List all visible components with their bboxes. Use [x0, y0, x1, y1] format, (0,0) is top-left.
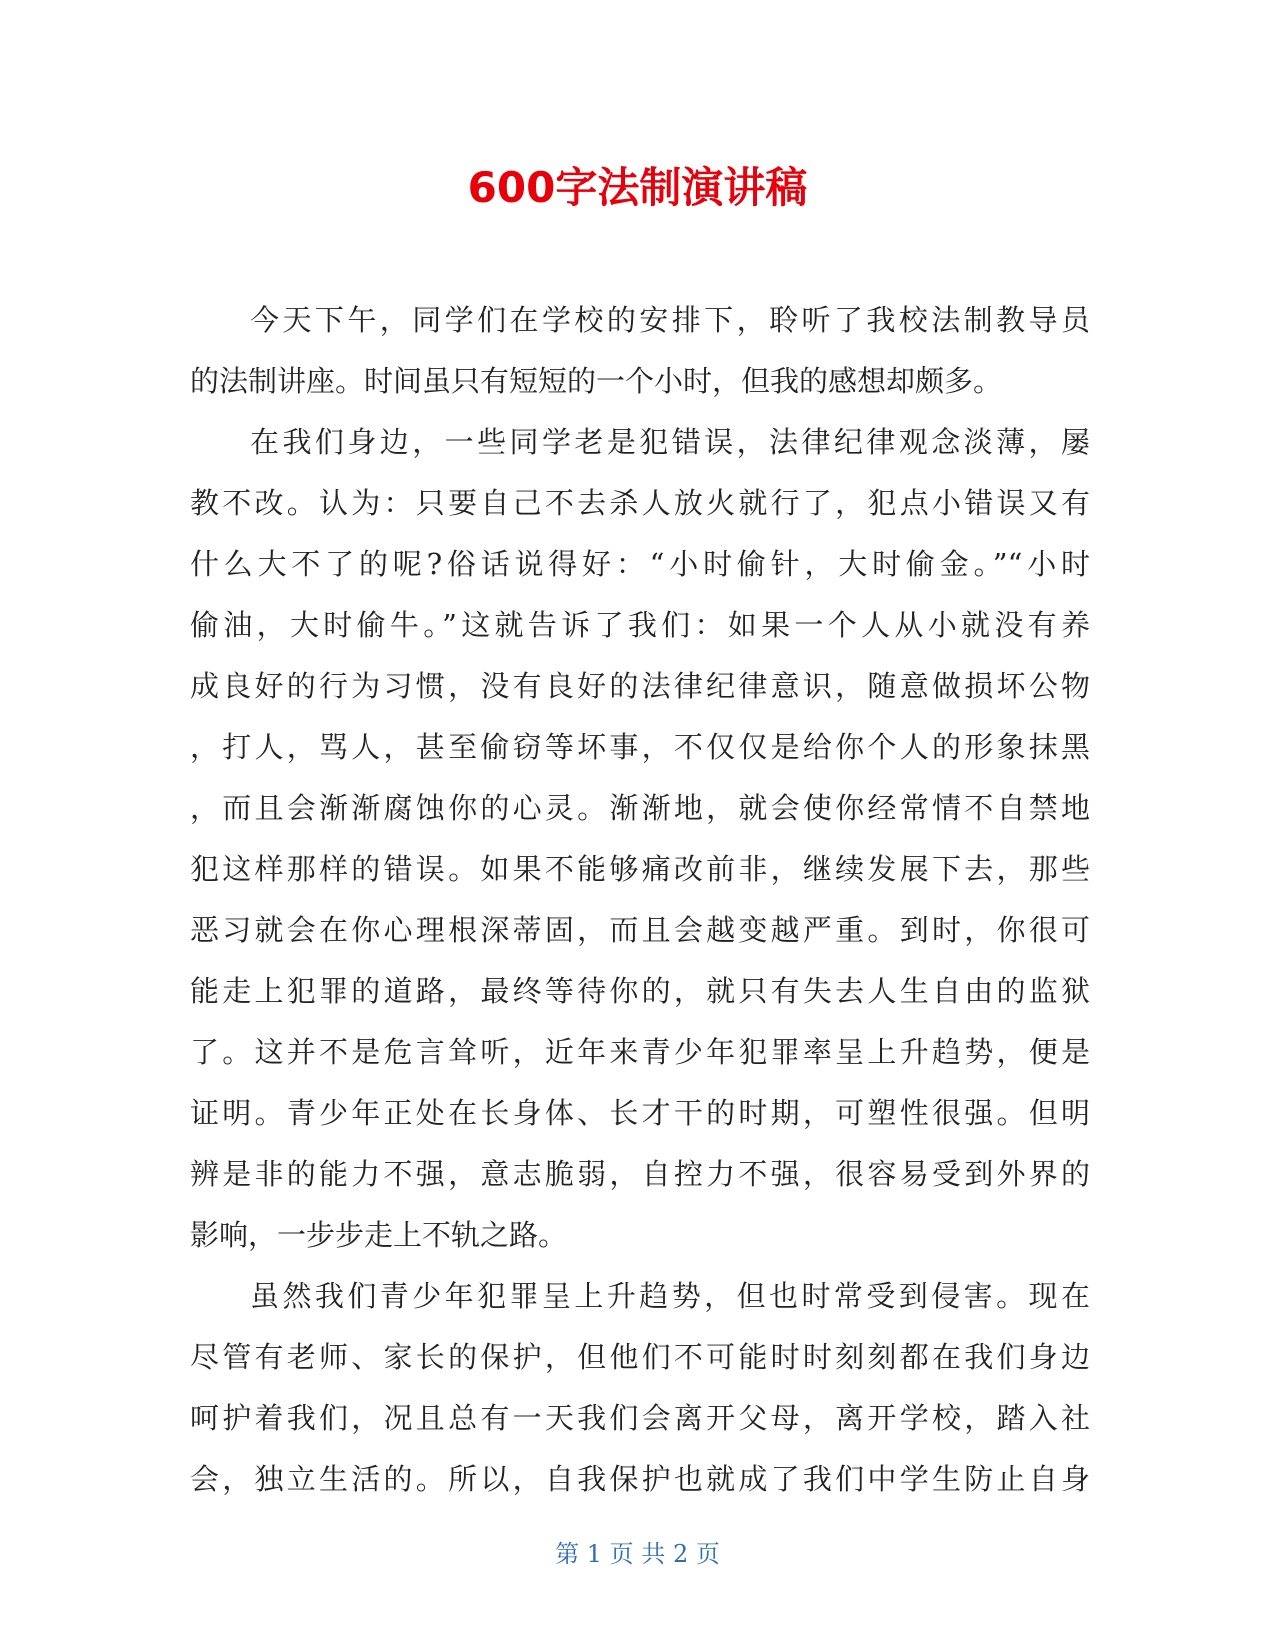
- text-line: 成良好的行为习惯，没有良好的法律纪律意识，随意做损坏公物: [190, 669, 1090, 703]
- text-line: 今天下午，同学们在学校的安排下，聆听了我校法制教导员: [250, 303, 1090, 337]
- document-title: 600字法制演讲稿: [467, 163, 808, 212]
- text-line: 什么大不了的呢?俗话说得好：“小时偷针，大时偷金。”“小时: [190, 547, 1090, 581]
- text-line: 证明。青少年正处在长身体、长才干的时期，可塑性很强。但明: [190, 1096, 1090, 1130]
- page-number-footer: 第 1 页 共 2 页: [555, 1540, 720, 1568]
- text-line: 了。这并不是危言耸听，近年来青少年犯罪率呈上升趋势，便是: [190, 1035, 1090, 1069]
- text-line: 在我们身边，一些同学老是犯错误，法律纪律观念淡薄，屡: [250, 425, 1090, 459]
- text-line: 影响，一步步走上不轨之路。: [190, 1218, 568, 1252]
- text-line: ，打人，骂人，甚至偷窃等坏事，不仅仅是给你个人的形象抹黑: [190, 730, 1090, 764]
- text-line: 恶习就会在你心理根深蒂固，而且会越变越严重。到时，你很可: [190, 913, 1090, 947]
- text-line: 虽然我们青少年犯罪呈上升趋势，但也时常受到侵害。现在: [250, 1279, 1090, 1313]
- text-line: 偷油，大时偷牛。”这就告诉了我们：如果一个人从小就没有养: [190, 608, 1090, 642]
- text-line: 辨是非的能力不强，意志脆弱，自控力不强，很容易受到外界的: [190, 1157, 1090, 1191]
- text-line: 呵护着我们，况且总有一天我们会离开父母，离开学校，踏入社: [190, 1401, 1090, 1435]
- text-line: 会，独立生活的。所以，自我保护也就成了我们中学生防止自身: [190, 1462, 1090, 1496]
- text-line: 教不改。认为：只要自己不去杀人放火就行了，犯点小错误又有: [190, 486, 1090, 520]
- text-line: ，而且会渐渐腐蚀你的心灵。渐渐地，就会使你经常情不自禁地: [190, 791, 1090, 825]
- text-line: 能走上犯罪的道路，最终等待你的，就只有失去人生自由的监狱: [190, 974, 1090, 1008]
- text-line: 犯这样那样的错误。如果不能够痛改前非，继续发展下去，那些: [190, 852, 1090, 886]
- text-line: 尽管有老师、家长的保护，但他们不可能时时刻刻都在我们身边: [190, 1340, 1090, 1374]
- document-body: [190, 290, 1090, 1510]
- text-line: 的法制讲座。时间虽只有短短的一个小时，但我的感想却颇多。: [190, 364, 1003, 398]
